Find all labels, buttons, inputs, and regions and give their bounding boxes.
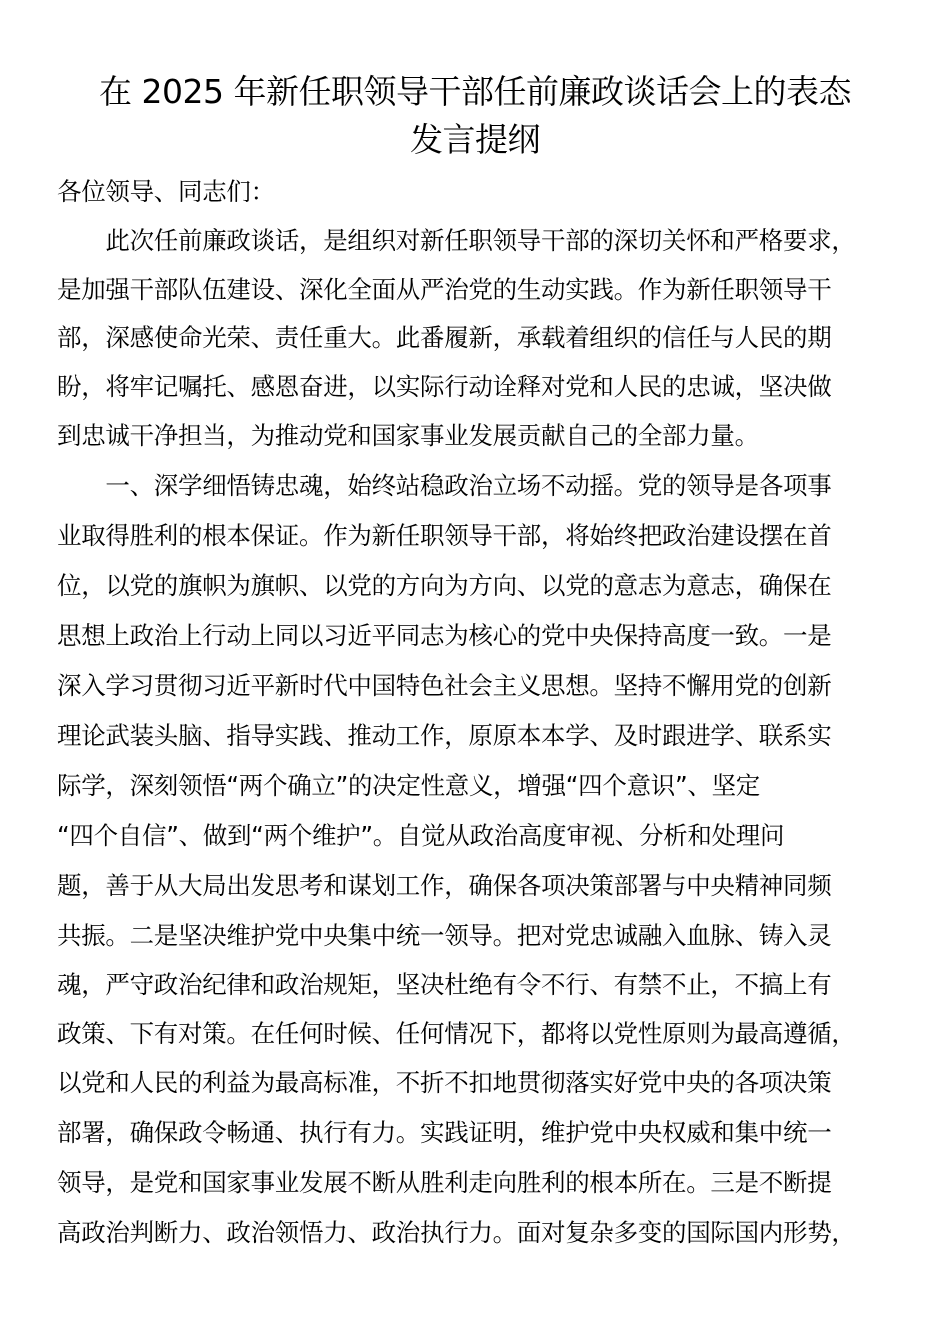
document-title-line-2: 发言提纲 [410,120,540,159]
body-line: 际学，深刻领悟“两个确立”的决定性意义，增强“四个意识”、坚定 [57,771,760,800]
body-line: 共振。二是坚决维护党中央集中统一领导。把对党忠诚融入血脉、铸入灵 [57,921,832,950]
body-line: 思想上政治上行动上同以习近平同志为核心的党中央保持高度一致。一是 [57,621,832,650]
document-title-line-1: 在 2025 年新任职领导干部任前廉政谈话会上的表态 [99,72,851,111]
body-line: 以党和人民的利益为最高标准，不折不扣地贯彻落实好党中央的各项决策 [57,1068,832,1097]
body-line: 部署，确保政令畅通、执行有力。实践证明，维护党中央权威和集中统一 [57,1118,832,1147]
body-line: 高政治判断力、政治领悟力、政治执行力。面对复杂多变的国际国内形势， [57,1218,856,1247]
body-line: 领导，是党和国家事业发展不断从胜利走向胜利的根本所在。三是不断提 [57,1168,832,1197]
salutation: 各位领导、同志们： [57,177,275,206]
body-line: 是加强干部队伍建设、深化全面从严治党的生动实践。作为新任职领导干 [57,275,832,304]
body-line: 政策、下有对策。在任何时候、任何情况下，都将以党性原则为最高遵循， [57,1019,856,1048]
body-line: “四个自信”、做到“两个维护”。自觉从政治高度审视、分析和处理问 [57,821,785,850]
section-heading-line: 一、深学细悟铸忠魂，始终站稳政治立场不动摇。党的领导是各项事 [57,471,832,500]
body-line: 此次任前廉政谈话，是组织对新任职领导干部的深切关怀和严格要求， [57,226,856,255]
body-line: 位，以党的旗帜为旗帜、以党的方向为方向、以党的意志为意志，确保在 [57,571,832,600]
body-line: 理论武装头脑、指导实践、推动工作，原原本本学、及时跟进学、联系实 [57,721,832,750]
body-line: 业取得胜利的根本保证。作为新任职领导干部，将始终把政治建设摆在首 [57,521,832,550]
body-line: 题，善于从大局出发思考和谋划工作，确保各项决策部署与中央精神同频 [57,871,832,900]
body-line: 盼，将牢记嘱托、感恩奋进，以实际行动诠释对党和人民的忠诚，坚决做 [57,372,832,401]
body-line: 魂，严守政治纪律和政治规矩，坚决杜绝有令不行、有禁不止，不搞上有 [57,970,832,999]
body-line: 到忠诚干净担当，为推动党和国家事业发展贡献自己的全部力量。 [57,421,759,450]
body-line: 深入学习贯彻习近平新时代中国特色社会主义思想。坚持不懈用党的创新 [57,671,832,700]
body-line: 部，深感使命光荣、责任重大。此番履新，承载着组织的信任与人民的期 [57,323,832,352]
